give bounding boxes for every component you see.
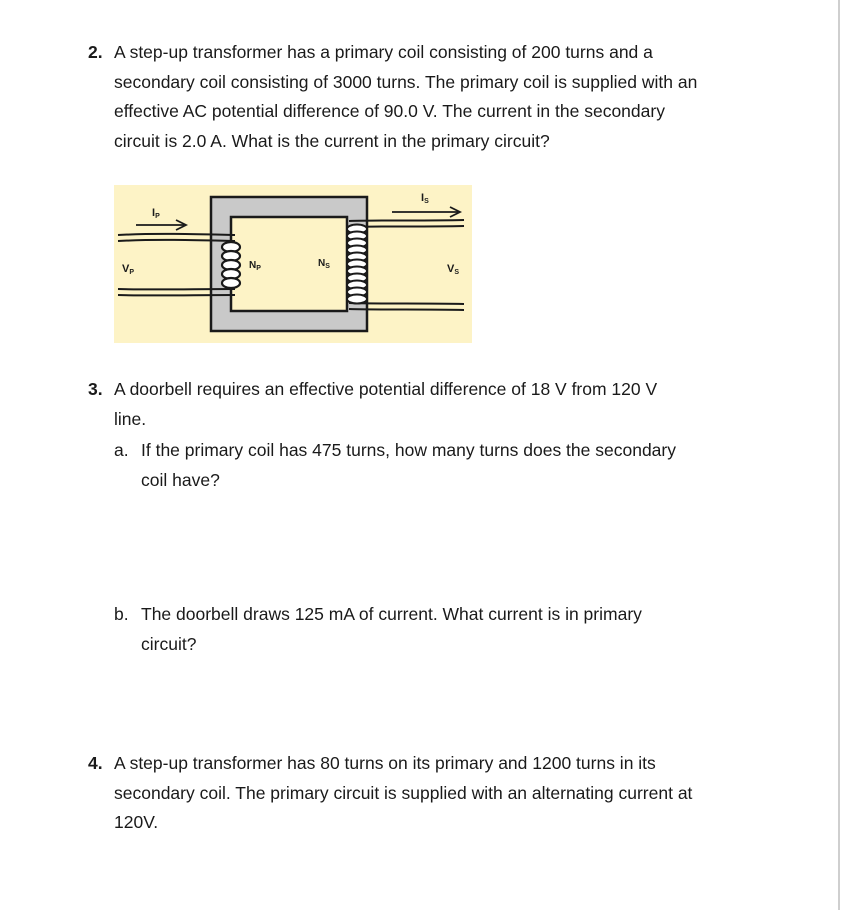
question-2-line-1: A step-up transformer has a primary coil consisting of 200 turns and a	[114, 42, 653, 62]
question-3-number: 3.	[88, 379, 103, 399]
secondary-current-label: IS	[421, 192, 429, 205]
primary-voltage-label: VP	[122, 263, 135, 276]
primary-current-label: IP	[152, 207, 160, 220]
secondary-wire-bottom-2	[349, 309, 464, 310]
secondary-wire-top	[349, 220, 464, 221]
question-2-line-3: effective AC potential difference of 90.0 V. The current in the secondary	[114, 101, 665, 121]
question-4-number: 4.	[88, 753, 103, 773]
question-2-line-2: secondary coil consisting of 3000 turns. The primary coil is supplied with an	[114, 71, 698, 92]
part-b-label: b.	[114, 604, 129, 624]
question-4-line-3: 120V.	[114, 812, 159, 832]
transformer-svg	[114, 185, 472, 343]
secondary-voltage-label: VS	[447, 263, 460, 276]
primary-wire-top-2	[118, 240, 235, 241]
secondary-wire-bottom	[349, 303, 464, 304]
secondary-coil	[347, 225, 367, 304]
part-b-line-2: circuit?	[141, 633, 197, 654]
question-4-line-2: secondary coil. The primary circuit is supplied with an alternating current at	[114, 782, 693, 803]
part-a-line-2: coil have?	[141, 469, 220, 490]
primary-wire-top	[118, 234, 235, 235]
page-edge-divider	[838, 0, 840, 910]
question-3-line-2: line.	[114, 408, 147, 429]
transformer-diagram	[114, 185, 472, 343]
question-2-number: 2.	[88, 42, 103, 62]
question-3-line-1: A doorbell requires an effective potential difference of 18 V from 120 V	[114, 379, 658, 399]
secondary-turns-label: $N_S$	[318, 258, 330, 270]
part-b-line-1: The doorbell draws 125 mA of current. What current is in primary	[141, 604, 642, 624]
question-4-line-1: A step-up transformer has 80 turns on its primary and 1200 turns in its	[114, 753, 656, 773]
primary-turns-label: $N_P$	[249, 260, 261, 272]
part-a-line-1: If the primary coil has 475 turns, how many turns does the secondary	[141, 440, 676, 460]
primary-coil	[222, 242, 240, 288]
question-2-line-4: circuit is 2.0 A. What is the current in the primary circuit?	[114, 130, 550, 151]
part-a-label: a.	[114, 440, 129, 460]
